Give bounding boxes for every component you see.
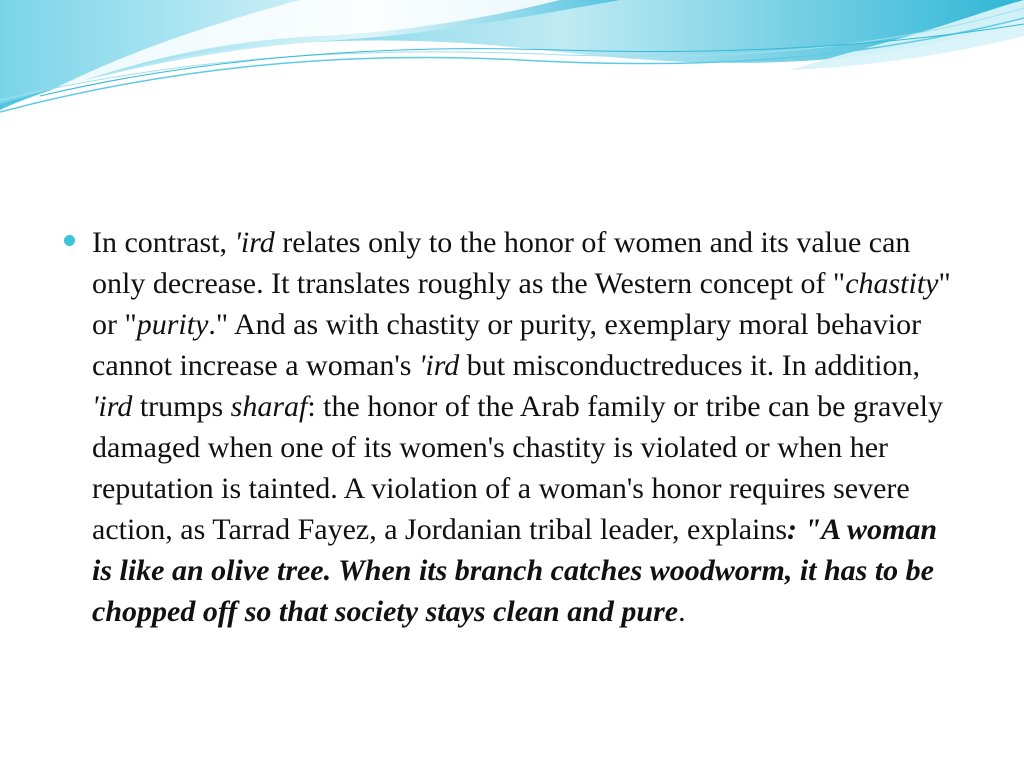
term-sharaf: sharaf: [230, 390, 308, 423]
text-segment: but misconductreduces it. In addition,: [459, 349, 921, 382]
header-wave-decoration: [0, 0, 1024, 130]
text-segment: In contrast,: [92, 226, 235, 259]
text-segment: " or ": [92, 267, 951, 341]
term-ird: 'ird: [92, 390, 133, 423]
term-ird: 'ird: [234, 226, 275, 259]
term-purity: purity: [136, 308, 209, 341]
text-segment: : the honor of the Arab family or tribe can be gravely damaged when one of its women's chastity is violated or when her reputation is tainted. A violation of a woman's honor requires severe action, as Tarrad Fayez, a Jordanian tribal leader, explains: [92, 390, 943, 546]
text-segment: .: [678, 595, 686, 628]
bullet-item: [64, 222, 964, 632]
text-segment: trumps: [132, 390, 231, 423]
bullet-point-icon: [64, 235, 75, 246]
text-segment: ." And as with chastity or purity, exemplary moral behavior cannot increase a woman's: [92, 308, 922, 382]
term-chastity: chastity: [845, 267, 939, 300]
content-area: [64, 222, 964, 632]
term-ird: 'ird: [418, 349, 460, 382]
quote-text: : "A woman is like an olive tree. When its branch catches woodworm, it has to be chopped off so that society stays clean and pure: [92, 513, 938, 628]
bullet-text: [92, 222, 964, 632]
text-segment: relates only to the honor of women and its value can only decrease. It translates roughly as the Western concept of ": [92, 226, 911, 300]
